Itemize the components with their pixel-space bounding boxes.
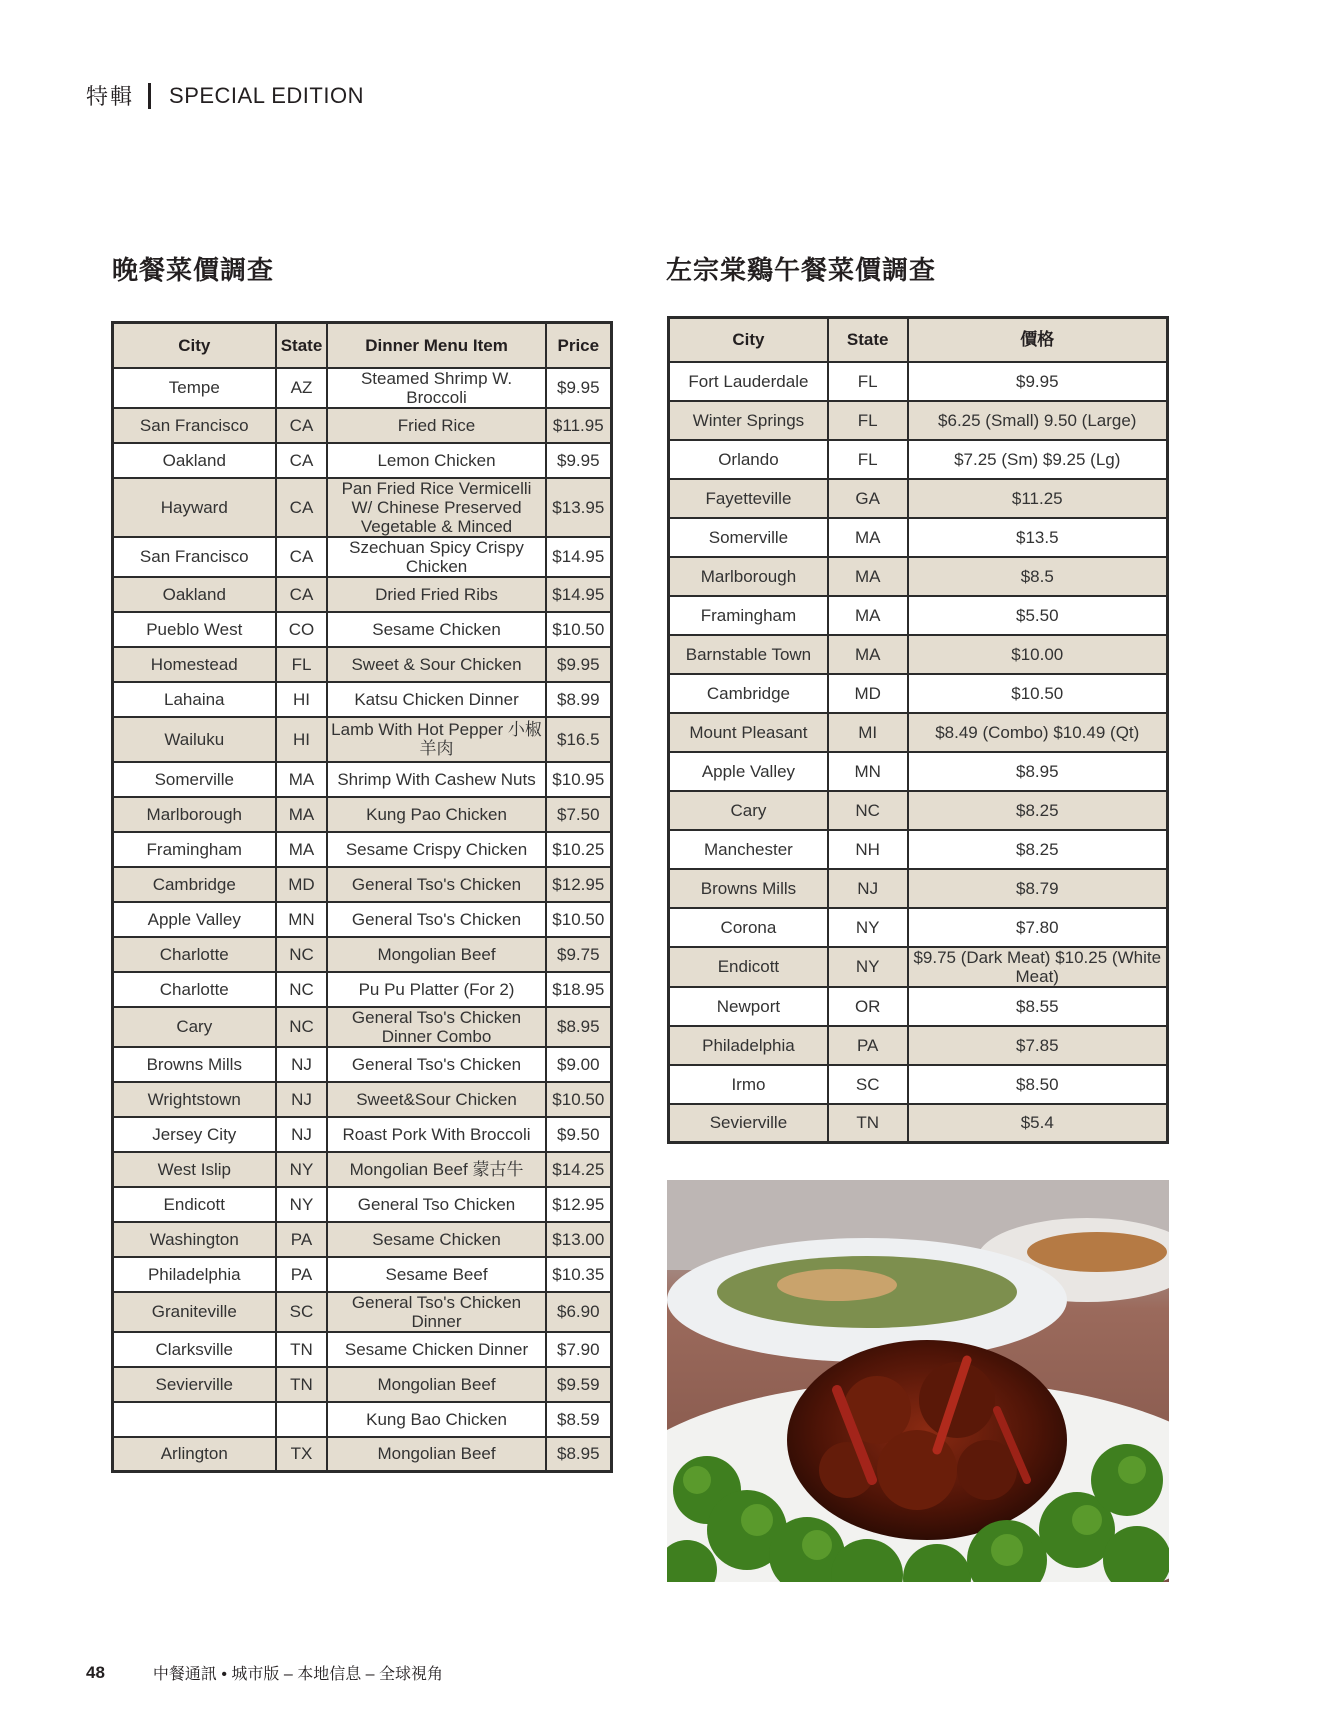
- cell-city: Cary: [669, 791, 828, 830]
- cell-city: Framingham: [113, 832, 276, 867]
- cell-state: MD: [828, 674, 908, 713]
- cell-city: Browns Mills: [669, 869, 828, 908]
- cell-city: San Francisco: [113, 537, 276, 577]
- table-row: [113, 1047, 612, 1082]
- cell-menu-item: Mongolian Beef 蒙古牛: [327, 1152, 545, 1187]
- cell-state: AZ: [276, 368, 328, 408]
- cell-price: $7.85: [908, 1026, 1168, 1065]
- table-row: [669, 987, 1168, 1026]
- cell-price: $9.95: [546, 443, 612, 478]
- cell-price: $5.4: [908, 1104, 1168, 1143]
- table-row: [113, 1152, 612, 1187]
- cell-state: NY: [276, 1187, 328, 1222]
- cell-menu-item: Sesame Chicken: [327, 1222, 545, 1257]
- cell-state: NC: [828, 791, 908, 830]
- cell-price: $5.50: [908, 596, 1168, 635]
- cell-state: TX: [276, 1437, 328, 1472]
- cell-state: MA: [828, 635, 908, 674]
- cell-menu-item: General Tso's Chicken: [327, 1047, 545, 1082]
- table-row: [669, 362, 1168, 401]
- cell-city: West Islip: [113, 1152, 276, 1187]
- table-row: [669, 752, 1168, 791]
- table-row: [113, 1367, 612, 1402]
- table-row: [113, 1222, 612, 1257]
- table-row: [113, 612, 612, 647]
- table-row: [113, 1187, 612, 1222]
- cell-city: Homestead: [113, 647, 276, 682]
- cell-menu-item: Sweet&Sour Chicken: [327, 1082, 545, 1117]
- cell-city: Cambridge: [669, 674, 828, 713]
- cell-price: $14.95: [546, 537, 612, 577]
- table-header-row: [669, 318, 1168, 362]
- header-divider: [148, 83, 151, 109]
- table-row: [669, 557, 1168, 596]
- table-row: [669, 1065, 1168, 1104]
- cell-city: Endicott: [669, 947, 828, 987]
- cell-city: Browns Mills: [113, 1047, 276, 1082]
- cell-city: Philadelphia: [113, 1257, 276, 1292]
- cell-city: Marlborough: [113, 797, 276, 832]
- cell-state: [276, 1402, 328, 1437]
- cell-state: NY: [828, 947, 908, 987]
- cell-state: CO: [276, 612, 328, 647]
- cell-city: Jersey City: [113, 1117, 276, 1152]
- cell-price: $8.95: [546, 1007, 612, 1047]
- cell-menu-item: Lamb With Hot Pepper 小椒羊肉: [327, 717, 545, 762]
- table-row: [669, 791, 1168, 830]
- cell-state: OR: [828, 987, 908, 1026]
- column-header-price: 價格: [908, 318, 1168, 362]
- cell-menu-item: Dried Fried Ribs: [327, 577, 545, 612]
- cell-price: $9.95: [908, 362, 1168, 401]
- table-row: [669, 1026, 1168, 1065]
- cell-city: Oakland: [113, 577, 276, 612]
- cell-price: $9.95: [546, 647, 612, 682]
- table-row: [113, 408, 612, 443]
- cell-state: PA: [276, 1257, 328, 1292]
- table-row: [113, 1332, 612, 1367]
- cell-city: Fayetteville: [669, 479, 828, 518]
- cell-price: $10.50: [546, 1082, 612, 1117]
- column-header-city: City: [113, 323, 276, 368]
- cell-city: [113, 1402, 276, 1437]
- cell-price: $13.5: [908, 518, 1168, 557]
- table-row: [113, 867, 612, 902]
- cell-menu-item: General Tso's Chicken Dinner: [327, 1292, 545, 1332]
- table-header-row: [113, 323, 612, 368]
- cell-city: Apple Valley: [669, 752, 828, 791]
- cell-price: $8.95: [908, 752, 1168, 791]
- table-row: [113, 762, 612, 797]
- cell-price: $10.50: [546, 612, 612, 647]
- cell-city: Washington: [113, 1222, 276, 1257]
- cell-state: MA: [276, 832, 328, 867]
- cell-price: $10.35: [546, 1257, 612, 1292]
- lunch-price-table: [667, 316, 1169, 1144]
- cell-state: MA: [828, 518, 908, 557]
- table-row: [113, 443, 612, 478]
- cell-state: NJ: [828, 869, 908, 908]
- cell-menu-item: Kung Bao Chicken: [327, 1402, 545, 1437]
- cell-price: $14.95: [546, 577, 612, 612]
- cell-state: FL: [828, 440, 908, 479]
- cell-price: $16.5: [546, 717, 612, 762]
- cell-state: CA: [276, 443, 328, 478]
- cell-state: MA: [276, 797, 328, 832]
- cell-city: Newport: [669, 987, 828, 1026]
- general-tso-chicken-illustration: [667, 1180, 1169, 1582]
- cell-city: Wrightstown: [113, 1082, 276, 1117]
- table-row: [113, 1007, 612, 1047]
- publication-name: 中餐通訊 • 城市版 – 本地信息 – 全球視角: [152, 1666, 443, 1683]
- cell-price: $8.5: [908, 557, 1168, 596]
- cell-city: Fort Lauderdale: [669, 362, 828, 401]
- table-row: [669, 947, 1168, 987]
- cell-state: PA: [276, 1222, 328, 1257]
- cell-price: $7.50: [546, 797, 612, 832]
- table-row: [669, 908, 1168, 947]
- cell-menu-item: Lemon Chicken: [327, 443, 545, 478]
- section-label-zh: 特輯: [86, 84, 135, 109]
- table-row: [669, 479, 1168, 518]
- cell-city: Oakland: [113, 443, 276, 478]
- table-row: [113, 1257, 612, 1292]
- cell-city: Lahaina: [113, 682, 276, 717]
- table-row: [669, 440, 1168, 479]
- table-row: [669, 401, 1168, 440]
- cell-menu-item: General Tso's Chicken Dinner Combo: [327, 1007, 545, 1047]
- cell-state: MA: [276, 762, 328, 797]
- cell-price: $12.95: [546, 867, 612, 902]
- table-row: [113, 577, 612, 612]
- cell-state: NY: [276, 1152, 328, 1187]
- table-row: [669, 635, 1168, 674]
- cell-city: Arlington: [113, 1437, 276, 1472]
- cell-state: MA: [828, 557, 908, 596]
- cell-price: $9.50: [546, 1117, 612, 1152]
- column-header-state: State: [828, 318, 908, 362]
- cell-city: Somerville: [669, 518, 828, 557]
- table-row: [113, 937, 612, 972]
- page-header: [86, 80, 364, 111]
- cell-state: CA: [276, 408, 328, 443]
- cell-price: $8.49 (Combo) $10.49 (Qt): [908, 713, 1168, 752]
- cell-city: Wailuku: [113, 717, 276, 762]
- cell-menu-item: Roast Pork With Broccoli: [327, 1117, 545, 1152]
- cell-price: $7.25 (Sm) $9.25 (Lg): [908, 440, 1168, 479]
- cell-state: TN: [276, 1332, 328, 1367]
- cell-city: Philadelphia: [669, 1026, 828, 1065]
- cell-city: Framingham: [669, 596, 828, 635]
- table-row: [113, 972, 612, 1007]
- cell-city: Mount Pleasant: [669, 713, 828, 752]
- cell-city: Somerville: [113, 762, 276, 797]
- cell-state: NJ: [276, 1117, 328, 1152]
- cell-price: $12.95: [546, 1187, 612, 1222]
- table-row: [669, 518, 1168, 557]
- cell-state: CA: [276, 577, 328, 612]
- cell-state: NJ: [276, 1082, 328, 1117]
- cell-menu-item: Fried Rice: [327, 408, 545, 443]
- cell-menu-item: Katsu Chicken Dinner: [327, 682, 545, 717]
- cell-price: $8.99: [546, 682, 612, 717]
- table-row: [113, 647, 612, 682]
- cell-state: MN: [828, 752, 908, 791]
- cell-price: $9.75 (Dark Meat) $10.25 (White Meat): [908, 947, 1168, 987]
- cell-state: MA: [828, 596, 908, 635]
- table-row: [113, 368, 612, 408]
- cell-price: $9.59: [546, 1367, 612, 1402]
- cell-menu-item: Sesame Crispy Chicken: [327, 832, 545, 867]
- table-row: [113, 902, 612, 937]
- cell-price: $10.50: [908, 674, 1168, 713]
- cell-city: Apple Valley: [113, 902, 276, 937]
- table-row: [113, 717, 612, 762]
- table-row: [113, 682, 612, 717]
- cell-price: $9.00: [546, 1047, 612, 1082]
- cell-state: NC: [276, 1007, 328, 1047]
- cell-city: Clarksville: [113, 1332, 276, 1367]
- cell-city: Cary: [113, 1007, 276, 1047]
- cell-price: $8.50: [908, 1065, 1168, 1104]
- table-row: [669, 596, 1168, 635]
- cell-state: MD: [276, 867, 328, 902]
- cell-price: $9.95: [546, 368, 612, 408]
- cell-price: $10.95: [546, 762, 612, 797]
- cell-price: $9.75: [546, 937, 612, 972]
- cell-price: $7.80: [908, 908, 1168, 947]
- table-row: [669, 713, 1168, 752]
- cell-menu-item: Mongolian Beef: [327, 937, 545, 972]
- cell-menu-item: Shrimp With Cashew Nuts: [327, 762, 545, 797]
- cell-state: NY: [828, 908, 908, 947]
- cell-price: $8.25: [908, 830, 1168, 869]
- lunch-survey-title: 左宗棠鷄午餐菜價調查: [666, 255, 937, 285]
- cell-city: Charlotte: [113, 937, 276, 972]
- cell-price: $11.25: [908, 479, 1168, 518]
- dinner-price-table: [111, 321, 613, 1473]
- cell-state: HI: [276, 682, 328, 717]
- cell-menu-item: Sweet & Sour Chicken: [327, 647, 545, 682]
- table-row: [113, 832, 612, 867]
- table-row: [113, 537, 612, 577]
- column-header-city: City: [669, 318, 828, 362]
- cell-state: NC: [276, 972, 328, 1007]
- cell-state: SC: [828, 1065, 908, 1104]
- cell-state: FL: [276, 647, 328, 682]
- cell-state: MN: [276, 902, 328, 937]
- cell-price: $8.55: [908, 987, 1168, 1026]
- cell-menu-item: Mongolian Beef: [327, 1367, 545, 1402]
- cell-city: Barnstable Town: [669, 635, 828, 674]
- cell-city: Graniteville: [113, 1292, 276, 1332]
- cell-state: SC: [276, 1292, 328, 1332]
- table-row: [669, 674, 1168, 713]
- section-label-en: SPECIAL EDITION: [169, 82, 364, 108]
- cell-price: $6.25 (Small) 9.50 (Large): [908, 401, 1168, 440]
- cell-menu-item: General Tso's Chicken: [327, 902, 545, 937]
- table-row: [113, 1437, 612, 1472]
- cell-city: Sevierville: [669, 1104, 828, 1143]
- cell-menu-item: Pan Fried Rice Vermicelli W/ Chinese Preserved Vegetable & Minced: [327, 478, 545, 537]
- cell-price: $18.95: [546, 972, 612, 1007]
- food-photo: [667, 1180, 1169, 1582]
- cell-menu-item: Sesame Chicken Dinner: [327, 1332, 545, 1367]
- table-row: [113, 1117, 612, 1152]
- cell-price: $13.95: [546, 478, 612, 537]
- dinner-survey-title: 晚餐菜價調查: [112, 255, 275, 285]
- cell-city: Orlando: [669, 440, 828, 479]
- cell-menu-item: General Tso's Chicken: [327, 867, 545, 902]
- cell-state: FL: [828, 362, 908, 401]
- cell-city: Winter Springs: [669, 401, 828, 440]
- table-row: [669, 869, 1168, 908]
- cell-city: San Francisco: [113, 408, 276, 443]
- cell-city: Charlotte: [113, 972, 276, 1007]
- cell-state: FL: [828, 401, 908, 440]
- cell-price: $8.59: [546, 1402, 612, 1437]
- cell-price: $8.25: [908, 791, 1168, 830]
- cell-menu-item: Kung Pao Chicken: [327, 797, 545, 832]
- cell-city: Marlborough: [669, 557, 828, 596]
- column-header-item: Dinner Menu Item: [327, 323, 545, 368]
- cell-menu-item: Pu Pu Platter (For 2): [327, 972, 545, 1007]
- cell-city: Sevierville: [113, 1367, 276, 1402]
- table-row: [113, 1402, 612, 1437]
- cell-menu-item: Sesame Beef: [327, 1257, 545, 1292]
- cell-city: Pueblo West: [113, 612, 276, 647]
- cell-state: TN: [276, 1367, 328, 1402]
- cell-menu-item: Szechuan Spicy Crispy Chicken: [327, 537, 545, 577]
- cell-city: Hayward: [113, 478, 276, 537]
- cell-state: PA: [828, 1026, 908, 1065]
- cell-city: Corona: [669, 908, 828, 947]
- cell-price: $6.90: [546, 1292, 612, 1332]
- cell-state: MI: [828, 713, 908, 752]
- cell-price: $8.95: [546, 1437, 612, 1472]
- cell-menu-item: Sesame Chicken: [327, 612, 545, 647]
- cell-city: Tempe: [113, 368, 276, 408]
- cell-city: Endicott: [113, 1187, 276, 1222]
- cell-state: TN: [828, 1104, 908, 1143]
- cell-price: $7.90: [546, 1332, 612, 1367]
- table-row: [113, 1292, 612, 1332]
- cell-menu-item: General Tso Chicken: [327, 1187, 545, 1222]
- cell-city: Cambridge: [113, 867, 276, 902]
- cell-price: $10.00: [908, 635, 1168, 674]
- cell-price: $11.95: [546, 408, 612, 443]
- cell-city: Manchester: [669, 830, 828, 869]
- cell-state: NH: [828, 830, 908, 869]
- cell-menu-item: Mongolian Beef: [327, 1437, 545, 1472]
- cell-city: Irmo: [669, 1065, 828, 1104]
- cell-menu-item: Steamed Shrimp W. Broccoli: [327, 368, 545, 408]
- page-number: 48: [86, 1662, 105, 1682]
- table-row: [113, 1082, 612, 1117]
- cell-state: NC: [276, 937, 328, 972]
- cell-price: $10.25: [546, 832, 612, 867]
- cell-state: HI: [276, 717, 328, 762]
- cell-state: CA: [276, 478, 328, 537]
- cell-state: NJ: [276, 1047, 328, 1082]
- table-row: [113, 797, 612, 832]
- table-row: [113, 478, 612, 537]
- column-header-state: State: [276, 323, 328, 368]
- table-row: [669, 1104, 1168, 1143]
- table-row: [669, 830, 1168, 869]
- cell-price: $13.00: [546, 1222, 612, 1257]
- column-header-price: Price: [546, 323, 612, 368]
- cell-state: CA: [276, 537, 328, 577]
- cell-price: $8.79: [908, 869, 1168, 908]
- cell-price: $10.50: [546, 902, 612, 937]
- page-footer: [86, 1661, 443, 1684]
- cell-price: $14.25: [546, 1152, 612, 1187]
- cell-state: GA: [828, 479, 908, 518]
